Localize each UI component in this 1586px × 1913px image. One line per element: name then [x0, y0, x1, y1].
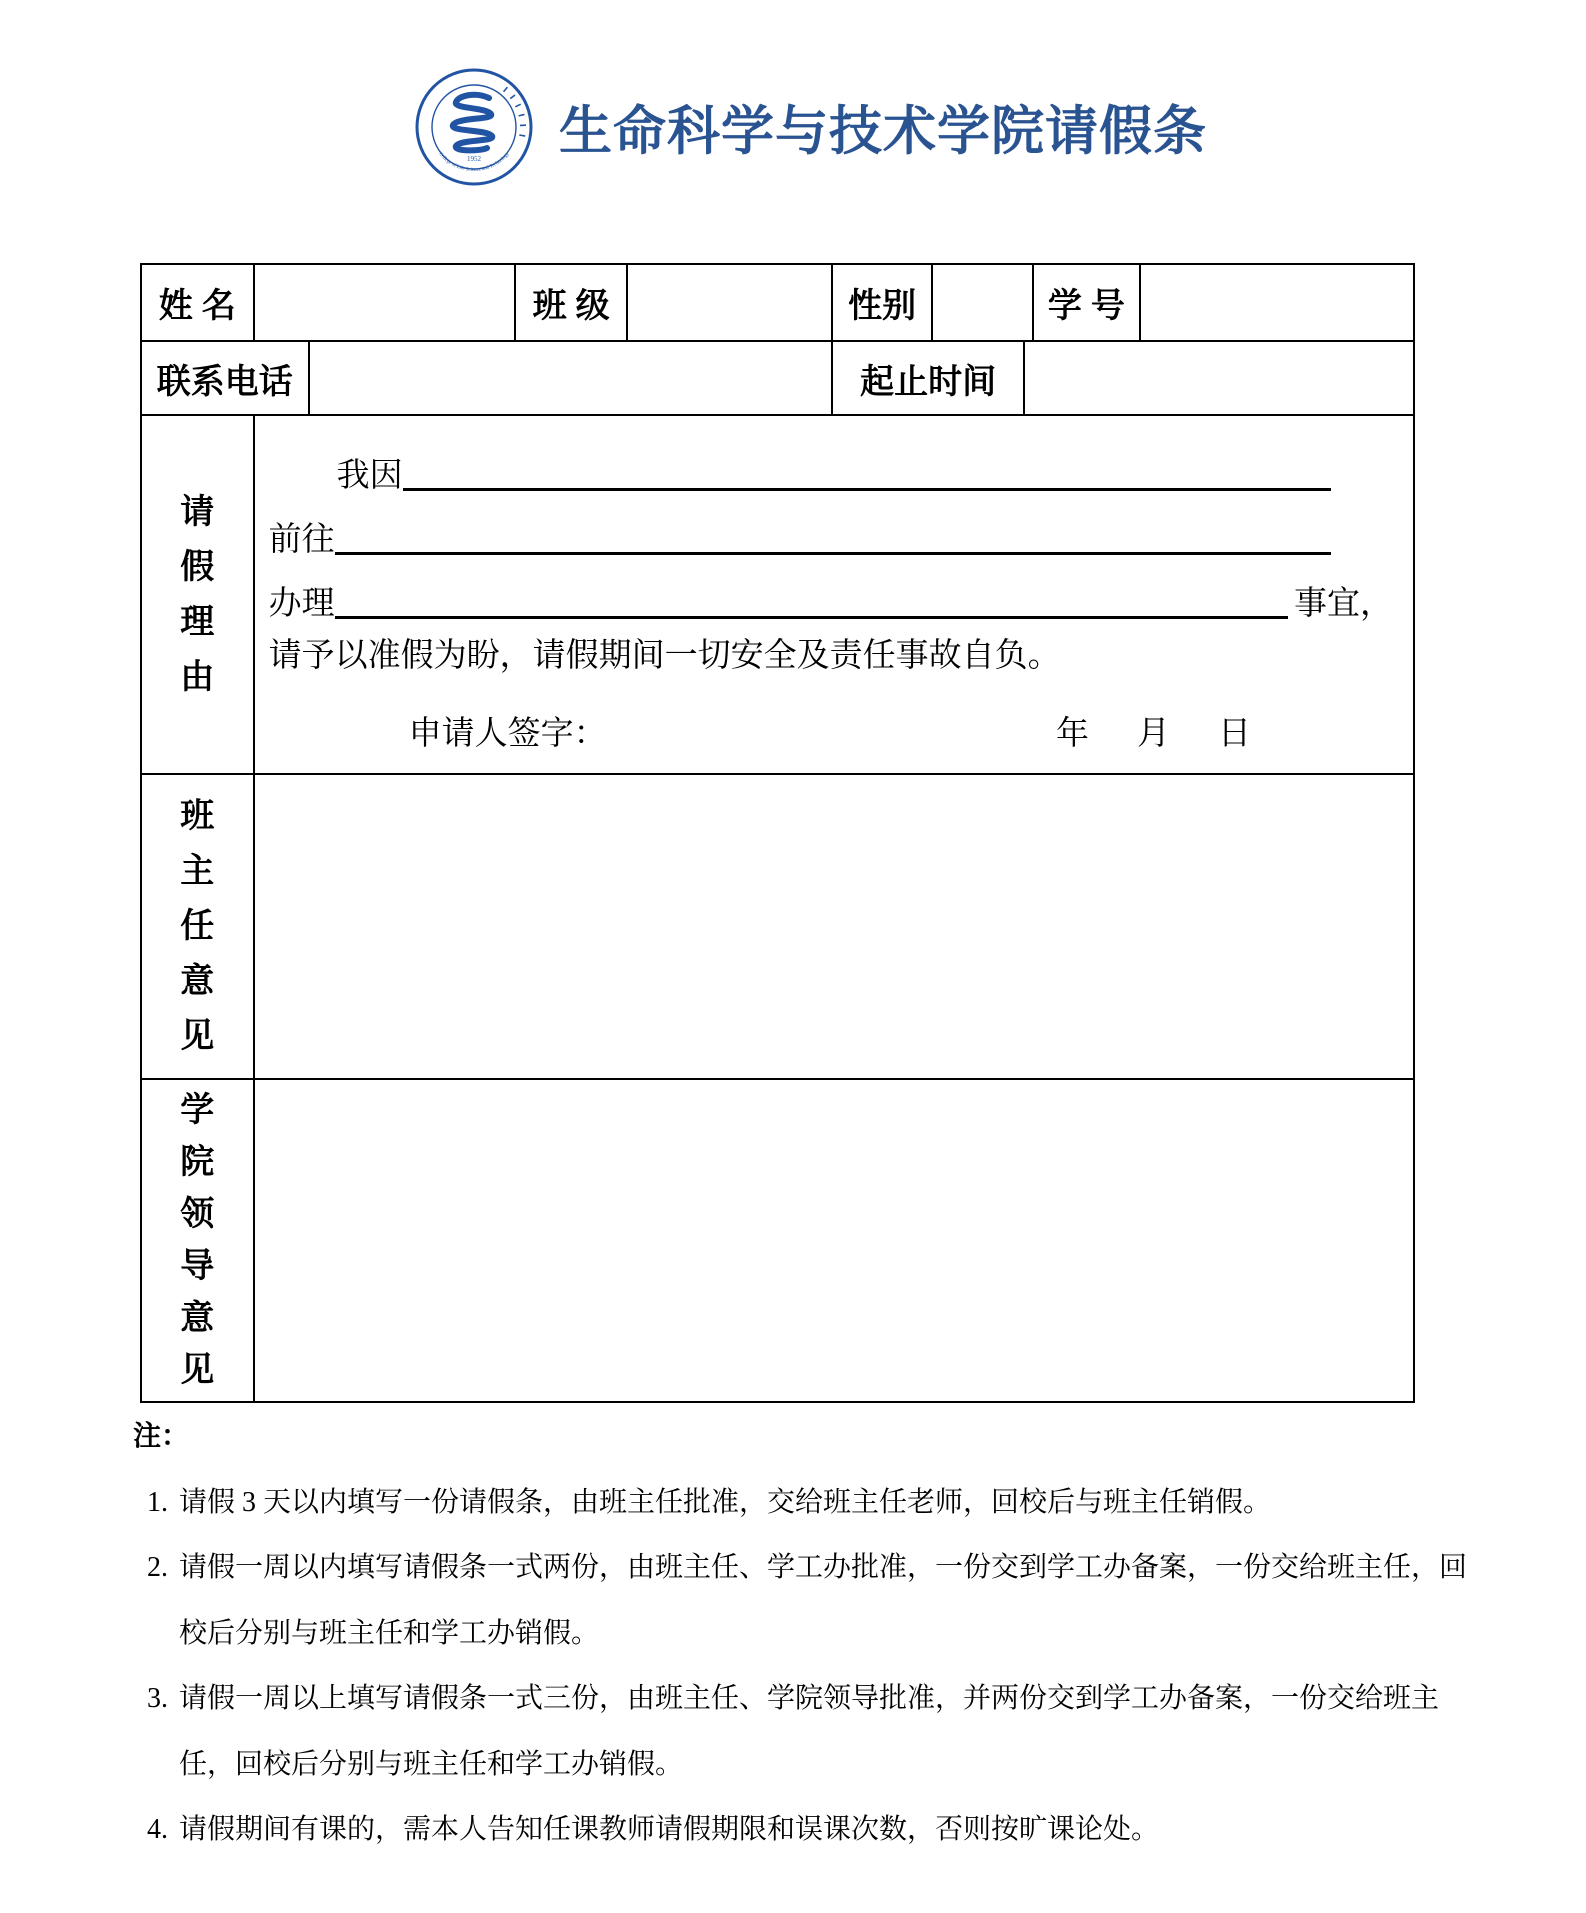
class-label: 班级 — [516, 265, 629, 340]
reason-line2-blank[interactable] — [335, 543, 1331, 555]
note-number: 2. — [147, 1552, 168, 1583]
student-id-label: 学号 — [1034, 265, 1141, 340]
gender-value-cell[interactable] — [933, 265, 1034, 340]
note-text: 请假期间有课的，需本人告知任课教师请假期限和误课次数，否则按旷课论处。 — [179, 1814, 1160, 1845]
leader-section-label-cell — [142, 1080, 255, 1401]
note-text: 请假一周以内填写请假条一式两份，由班主任、学工办批准，一份交到学工办备案，一份交给班主任，回校后分别与班主任和学工办销假。 — [179, 1552, 1468, 1649]
class-value-cell[interactable] — [628, 265, 832, 340]
logo-bottom-arc-text: College of Life Science and Technology — [437, 151, 511, 174]
form-title: 生命科学与技术学院请假条 — [559, 103, 1207, 161]
teacher-opinion-row — [142, 775, 1413, 1080]
phone-value-cell[interactable] — [310, 342, 833, 414]
applicant-signature-label: 申请人签字： — [408, 715, 607, 752]
note-text: 请假 3 天以内填写一份请假条，由班主任批准，交给班主任老师，回校后与班主任销假。 — [179, 1486, 1272, 1518]
leave-form-table — [140, 263, 1415, 1403]
phone-label: 联系电话 — [142, 342, 310, 414]
note-item — [133, 1535, 1478, 1666]
note-item — [133, 1470, 1478, 1536]
name-value-cell[interactable] — [255, 265, 516, 340]
applicant-date-labels — [1056, 707, 1393, 754]
month-label: 月 — [1137, 715, 1170, 752]
reason-section-label-cell — [142, 416, 255, 773]
logo-coil-icon — [453, 95, 492, 151]
notes-heading: 注： — [133, 1421, 190, 1452]
reason-line3-suffix: 事宜， — [1294, 586, 1393, 622]
applicant-signature-line — [269, 698, 1393, 762]
pledge-statement: 请予以准假为盼，请假期间一切安全及责任事故自负。 — [268, 638, 1061, 674]
reason-line1-prefix: 我因 — [336, 458, 403, 494]
reason-line3-blank[interactable] — [335, 607, 1288, 619]
reason-line2-prefix: 前往 — [268, 522, 335, 558]
leader-opinion-row — [142, 1080, 1413, 1401]
teacher-section-label-cell — [142, 775, 255, 1078]
leader-section-label: 学院领导意见 — [180, 1091, 215, 1389]
reason-line-3 — [269, 560, 1393, 624]
note-text: 请假一周以上填写请假条一式三份，由班主任、学院领导批准，并两份交到学工办备案，一份交给班主任，回校后分别与班主任和学工办销假。 — [179, 1683, 1440, 1780]
period-value-cell[interactable] — [1025, 342, 1413, 414]
reason-line1-blank[interactable] — [403, 479, 1331, 491]
note-item — [133, 1666, 1478, 1797]
note-number: 1. — [147, 1486, 168, 1518]
info-row-1 — [142, 265, 1413, 342]
reason-section-label: 请假理由 — [180, 493, 215, 696]
teacher-opinion-area[interactable] — [255, 775, 1413, 1078]
reason-line3-prefix: 办理 — [268, 586, 335, 622]
reason-line-1 — [269, 432, 1393, 496]
note-number: 3. — [147, 1683, 168, 1714]
day-label: 日 — [1218, 715, 1251, 752]
gender-label: 性别 — [833, 265, 934, 340]
reason-body — [255, 416, 1413, 773]
name-label: 姓名 — [142, 265, 255, 340]
teacher-section-label: 班主任意见 — [180, 798, 215, 1055]
note-number: 4. — [147, 1814, 168, 1845]
year-label: 年 — [1056, 715, 1089, 752]
student-id-value-cell[interactable] — [1141, 265, 1413, 340]
note-item — [133, 1797, 1478, 1863]
period-label: 起止时间 — [833, 342, 1025, 414]
notes-section — [133, 1404, 1478, 1863]
info-row-2 — [142, 342, 1413, 416]
logo-year-text: 1952 — [467, 155, 481, 163]
reason-line-2 — [269, 496, 1393, 560]
leader-opinion-area[interactable] — [255, 1080, 1413, 1401]
form-header — [0, 66, 1586, 188]
college-seal-icon — [413, 66, 535, 188]
reason-row — [142, 416, 1413, 775]
